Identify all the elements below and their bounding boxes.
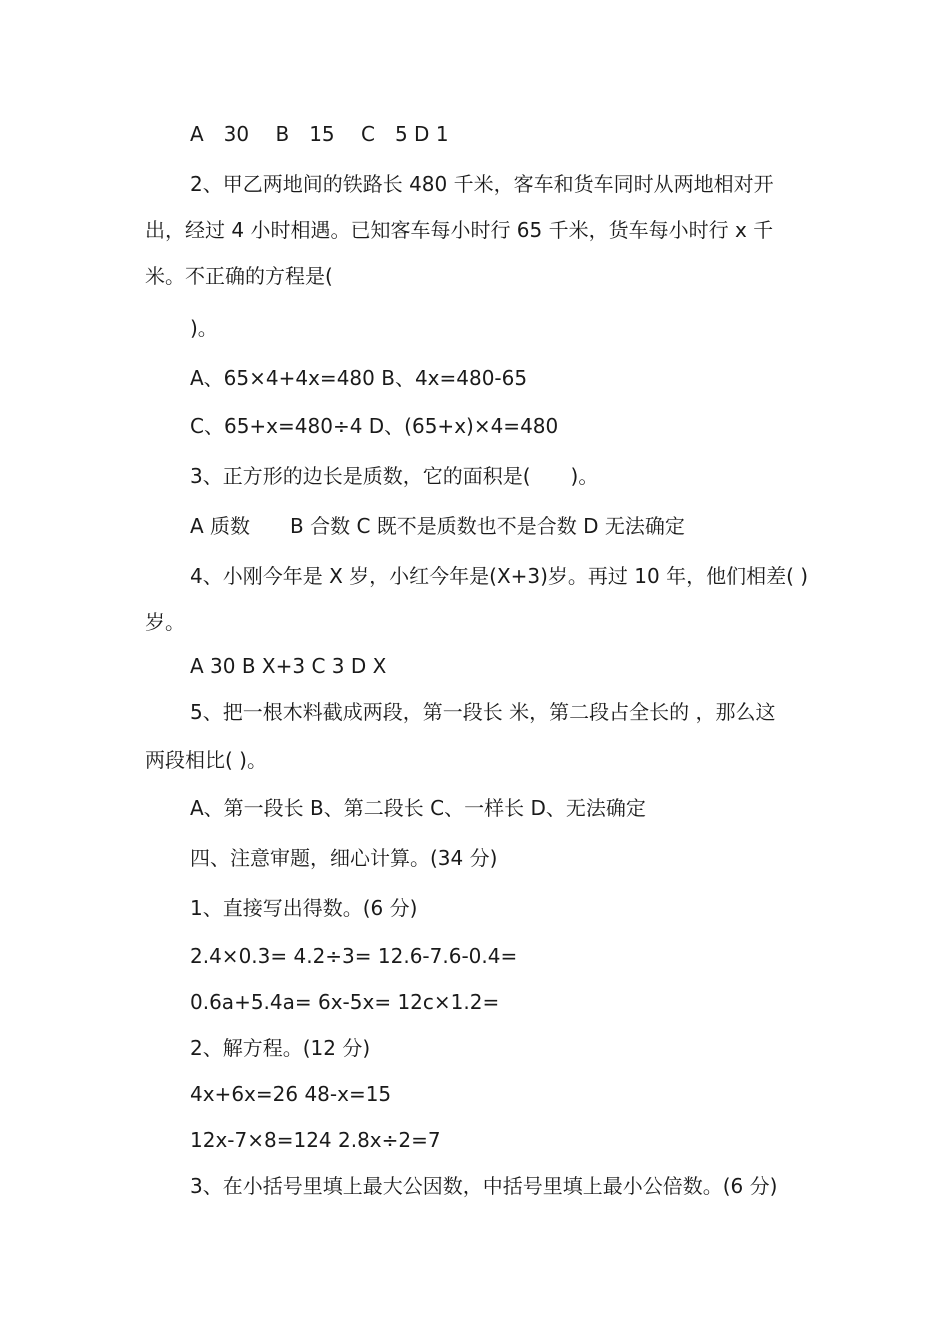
text-line-calc-row1: 2.4×0.3= 4.2÷3= 12.6-7.6-0.4= — [190, 944, 518, 968]
text-line-sub3: 3、在小括号里填上最大公因数，中括号里填上最小公倍数。(6 分) — [190, 1174, 778, 1198]
text-line-q2-options-cd: C、65+x=480÷4 D、(65+x)×4=480 — [190, 414, 559, 438]
text-line-q2-part3: 米。不正确的方程是( — [145, 264, 333, 288]
text-line-q3: 3、正方形的边长是质数，它的面积是( )。 — [190, 464, 599, 488]
text-line-q2-part4: )。 — [190, 316, 218, 340]
text-line-q4-part1: 4、小刚今年是 X 岁，小红今年是(X+3)岁。再过 10 年，他们相差( ) — [190, 564, 809, 588]
text-line-q2-part2: 出，经过 4 小时相遇。已知客车每小时行 65 千米，货车每小时行 x 千 — [145, 218, 774, 242]
text-line-q2-options-ab: A、65×4+4x=480 B、4x=480-65 — [190, 366, 528, 390]
text-line-q2-part1: 2、甲乙两地间的铁路长 480 千米，客车和货车同时从两地相对开 — [190, 172, 774, 196]
text-line-calc-row2: 0.6a+5.4a= 6x-5x= 12c×1.2= — [190, 990, 500, 1014]
text-line-sub1: 1、直接写出得数。(6 分) — [190, 896, 418, 920]
text-line-q3-options: A 质数 B 合数 C 既不是质数也不是合数 D 无法确定 — [190, 514, 685, 538]
text-line-q4-options: A 30 B X+3 C 3 D X — [190, 654, 387, 678]
text-line-q4-part2: 岁。 — [145, 610, 185, 634]
text-line-options-q1: A 30 B 15 C 5 D 1 — [190, 122, 449, 146]
text-line-eq-row2: 12x-7×8=124 2.8x÷2=7 — [190, 1128, 441, 1152]
text-line-eq-row1: 4x+6x=26 48-x=15 — [190, 1082, 392, 1106]
text-line-q5-part1: 5、把一根木料截成两段，第一段长 米，第二段占全长的 ，那么这 — [190, 700, 776, 724]
text-line-sub2: 2、解方程。(12 分) — [190, 1036, 371, 1060]
text-line-q5-options: A、第一段长 B、第二段长 C、一样长 D、无法确定 — [190, 796, 646, 820]
text-line-q5-part2: 两段相比( )。 — [145, 748, 267, 772]
section-heading-four: 四、注意审题，细心计算。(34 分) — [190, 846, 498, 870]
